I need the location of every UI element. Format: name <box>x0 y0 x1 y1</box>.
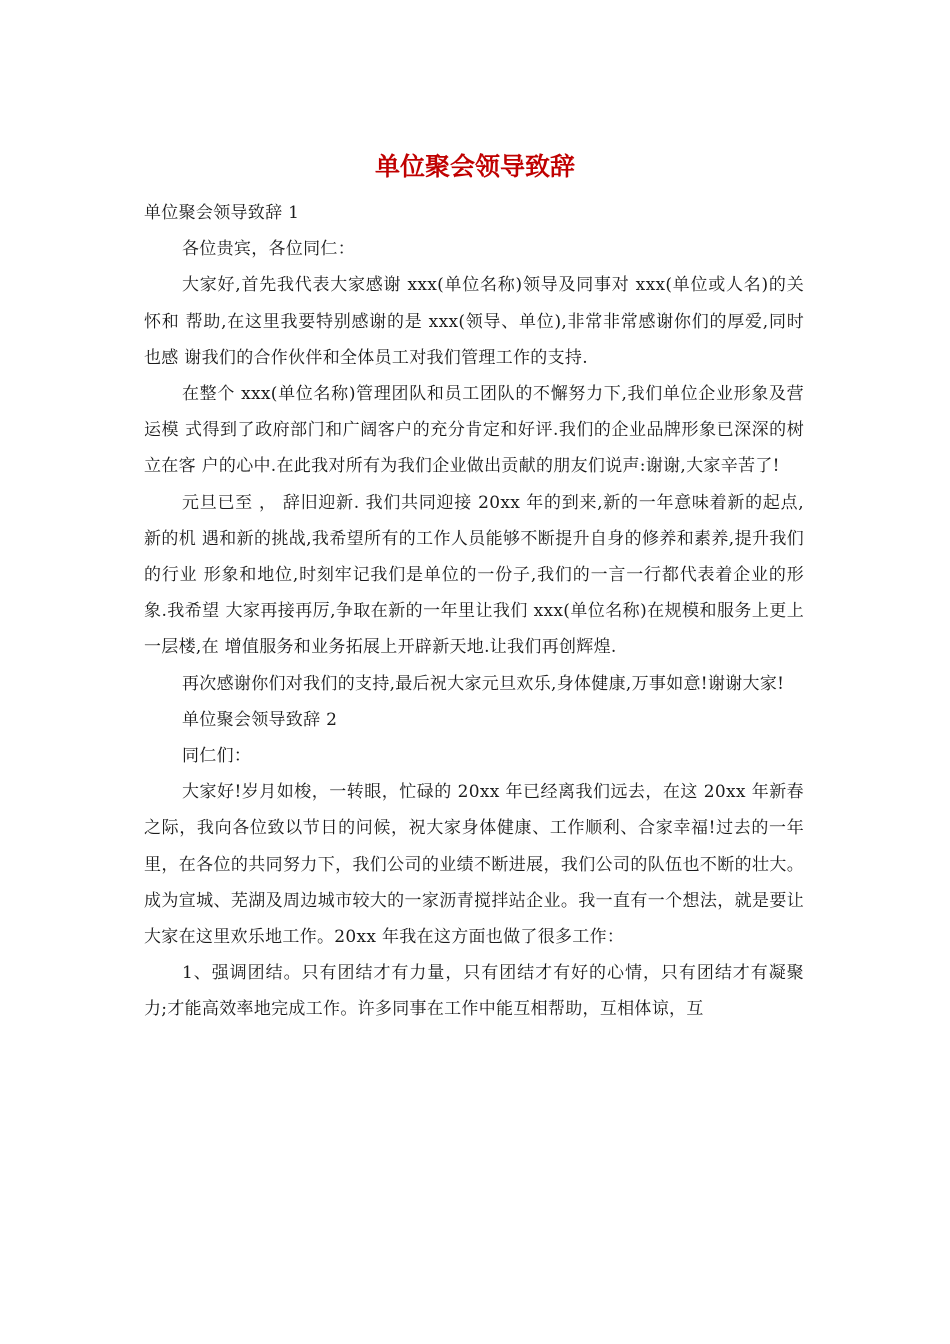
body-paragraph: 大家好,首先我代表大家感谢 xxx(单位名称)领导及同事对 xxx(单位或人名)的关怀和 帮助,在这里我要特别感谢的是 xxx(领导、单位),非常非常感谢你们的厚爱,同时也感 谢我们的合作伙伴和全体员工对我们管理工作的支持. <box>144 275 804 368</box>
body-paragraph: 大家好!岁月如梭，一转眼，忙碌的 20xx 年已经离我们远去，在这 20xx 年新春之际，我向各位致以节日的问候，祝大家身体健康、工作顺利、合家幸福!过去的一年里，在各位的共同努力下，我们公司的业绩不断进展，我们公司的队伍也不断的壮大。成为宣城、芜湖及周边城市较大的一家沥青搅拌站企业。我一直有一个想法，就是要让大家在这里欢乐地工作。20xx 年我在这方面也做了很多工作： <box>144 782 804 948</box>
section-heading-2: 单位聚会领导致辞 2 <box>182 709 338 730</box>
body-paragraph: 1、强调团结。只有团结才有力量，只有团结才有好的心情，只有团结才有凝聚力;才能高效率地完成工作。许多同事在工作中能互相帮助，互相体谅，互 <box>144 963 804 1020</box>
section-heading-1: 单位聚会领导致辞 1 <box>144 203 300 223</box>
salutation-2: 同仁们： <box>182 746 252 767</box>
body-paragraph: 在整个 xxx(单位名称)管理团队和员工团队的不懈努力下,我们单位企业形象及营运模 式得到了政府部门和广阔客户的充分肯定和好评.我们的企业品牌形象已深深的树立在客 户的心中.在此我对所有为我们企业做出贡献的朋友们说声:谢谢,大家辛苦了! <box>144 384 804 477</box>
body-paragraph: 再次感谢你们对我们的支持,最后祝大家元旦欢乐,身体健康,万事如意!谢谢大家! <box>182 673 785 694</box>
salutation-1: 各位贵宾，各位同仁： <box>182 239 355 260</box>
document-title: 单位聚会领导致辞 <box>374 152 575 181</box>
body-paragraph: 元旦已至 ， 辞旧迎新. 我们共同迎接 20xx 年的到来,新的一年意味着新的起点,新的机 遇和新的挑战,我希望所有的工作人员能够不断提升自身的修养和素养,提升我们的行业 形象和地位,时刻牢记我们是单位的一份子,我们的一言一行都代表着企业的形象.我希望 大家再接再厉,争取在新的一年里让我们 xxx(单位名称)在规模和服务上更上一层楼,在 增值服务和业务拓展上开辟新天地.让我们再创辉煌. <box>144 492 804 658</box>
document-body <box>144 195 804 1028</box>
